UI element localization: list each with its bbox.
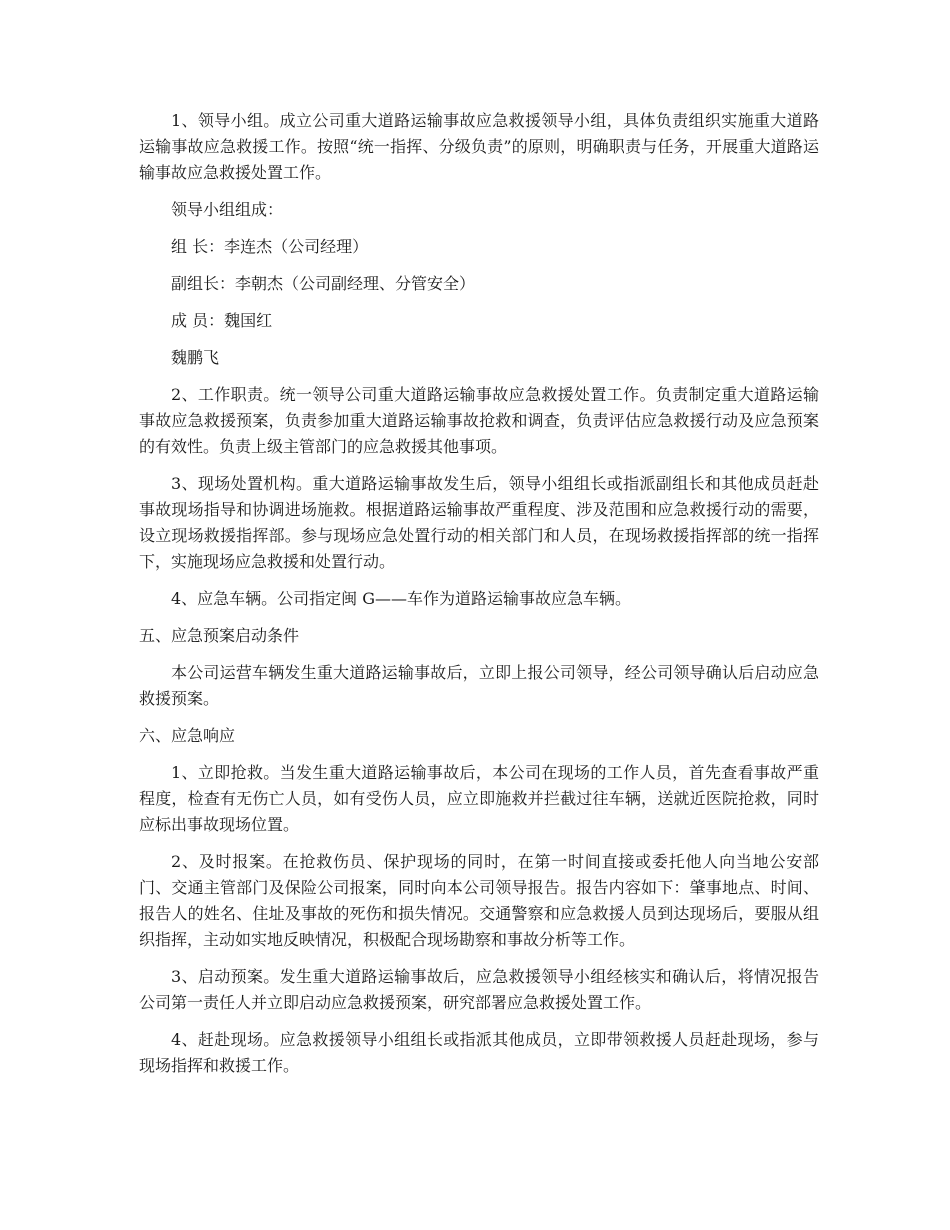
paragraph-group-composition: 领导小组组成： bbox=[171, 200, 284, 219]
paragraph-activation-condition: 本公司运营车辆发生重大道路运输事故后，立即上报公司领导，经公司领导确认后启动应急救援预案。 bbox=[139, 663, 819, 708]
section-heading-response: 六、应急响应 bbox=[139, 726, 236, 745]
paragraph-duties: 2、工作职责。统一领导公司重大道路运输事故应急救援处置工作。负责制定重大道路运输事故应急救援预案，负责参加重大道路运输事故抢救和调查，负责评估应急救援行动及应急预案的有效性。负责上级主管部门的应急救援其他事项。 bbox=[139, 385, 819, 456]
paragraph-onsite-command: 3、现场处置机构。重大道路运输事故发生后，领导小组组长或指派副组长和其他成员赶赴事故现场指导和协调进场施救。根据道路运输事故严重程度、涉及范围和应急救援行动的需要，设立现场救援指挥部。参与现场应急处置行动的相关部门和人员，在现场救援指挥部的统一指挥下，实施现场应急救援和处置行动。 bbox=[139, 474, 819, 571]
paragraph-member: 成 员：魏国红 bbox=[171, 311, 273, 330]
paragraph-start-plan: 3、启动预案。发生重大道路运输事故后，应急救援领导小组经核实和确认后，将情况报告公司第一责任人并立即启动应急救援预案，研究部署应急救援处置工作。 bbox=[139, 967, 819, 1012]
paragraph-deputy-leader: 副组长：李朝杰（公司副经理、分管安全） bbox=[171, 274, 476, 293]
paragraph-member-2: 魏鹏飞 bbox=[171, 348, 220, 367]
paragraph-emergency-vehicle: 4、应急车辆。公司指定闽 G——车作为道路运输事故应急车辆。 bbox=[171, 589, 632, 608]
paragraph-leadership-group: 1、领导小组。成立公司重大道路运输事故应急救援领导小组，具体负责组织实施重大道路运输事故应急救援工作。按照“统一指挥、分级负责”的原则，明确职责与任务，开展重大道路运输事故应急救援处置工作。 bbox=[139, 111, 819, 182]
paragraph-group-leader: 组 长：李连杰（公司经理） bbox=[171, 237, 369, 256]
paragraph-timely-report: 2、及时报案。在抢救伤员、保护现场的同时，在第一时间直接或委托他人向当地公安部门、交通主管部门及保险公司报案，同时向本公司领导报告。报告内容如下：肇事地点、时间、报告人的姓名、住址及事故的死伤和损失情况。交通警察和应急救援人员到达现场后，要服从组织指挥，主动如实地反映情况，积极配合现场勘察和事故分析等工作。 bbox=[139, 852, 819, 949]
paragraph-go-to-scene: 4、赶赴现场。应急救援领导小组组长或指派其他成员，立即带领救援人员赶赴现场，参与现场指挥和救援工作。 bbox=[139, 1030, 819, 1075]
paragraph-immediate-rescue: 1、立即抢救。当发生重大道路运输事故后，本公司在现场的工作人员，首先查看事故严重程度，检查有无伤亡人员，如有受伤人员，应立即施救并拦截过往车辆，送就近医院抢救，同时应标出事故现场位置。 bbox=[139, 763, 819, 834]
document-body bbox=[139, 108, 819, 1090]
section-heading-activation: 五、应急预案启动条件 bbox=[139, 626, 300, 645]
